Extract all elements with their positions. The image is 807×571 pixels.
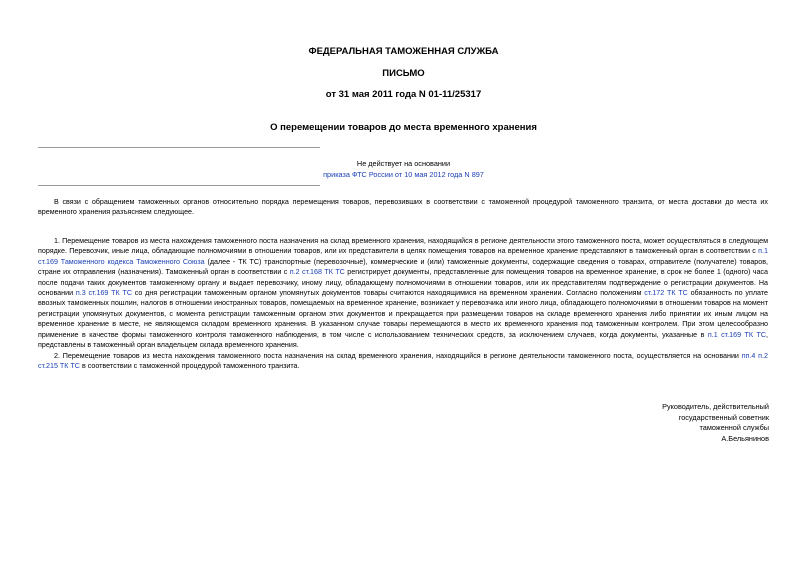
paragraph-1-text: регистрирует документы, представленные для помещения товаров на временное хранение, в срок не более 1 (одного) часа после подачи таких документов таможенному органу и выдает перевозчику, иному лицу, обладающему полномочиями в отношении товаров, или их представителям подтверждение о регистрации документов. На основании [38, 268, 768, 298]
document-type: ПИСЬМО [382, 68, 425, 79]
paragraph-1-link-1[interactable]: п.1 ст.169 Таможенного кодекса Таможенного Союза [38, 247, 768, 266]
notice-rule-top [38, 147, 320, 148]
paragraph-2-link-1[interactable]: пп.4 п.2 ст.215 ТК ТС [38, 352, 769, 371]
signature-title-line-1: Руководитель, действительный [662, 402, 769, 411]
paragraph-1-text: , представлены в таможенный орган владельцем склада временного хранения. [38, 330, 768, 350]
signature-name: А.Бельянинов [721, 433, 769, 443]
document-date-number: от 31 мая 2011 года N 01-11/25317 [325, 89, 482, 100]
paragraph-1-text: со дня регистрации таможенным органом упомянутых документов товары считаются находящимися на временном хранении. Согласно положениям [132, 289, 645, 298]
intro-paragraph: В связи с обращением таможенных органов относительно порядка перемещения товаров, перевозивших в соответствии с таможенной процедурой таможенного транзита, от места доставки до места их временного хранения разъясняем следующее. [38, 198, 768, 217]
paragraph-1-text: 1. Перемещение товаров из места нахождения таможенного поста назначения на склад временного хранения, находящийся в регионе деятельности этого таможенного поста, может осуществляться в следующем порядке. Перевозчик, иные лица, обладающие полномочиями в отношении товаров, или их представители в целях помещения товаров на временное хранение представляют в таможенный орган в соответствии с [38, 237, 768, 256]
basis-order-link[interactable]: приказа ФТС России от 10 мая 2012 года N 897 [323, 170, 484, 179]
document-subject: О перемещении товаров до места временного хранения [270, 122, 537, 133]
paragraph-2 [38, 351, 768, 372]
paragraph-1-link-4[interactable]: ст.172 ТК ТС [644, 289, 688, 298]
signature-title-line-3: таможенной службы [699, 423, 769, 432]
paragraph-1-link-3[interactable]: п.3 ст.169 ТК ТС [75, 289, 132, 298]
notice-basis [0, 169, 807, 180]
paragraph-1-link-5[interactable]: п.1 ст.169 ТК ТС [707, 330, 767, 339]
agency-name: ФЕДЕРАЛЬНАЯ ТАМОЖЕННАЯ СЛУЖБА [308, 46, 499, 57]
signature-block [662, 402, 769, 444]
paragraph-2-text: в соответствии с таможенной процедурой таможенного транзита. [79, 362, 300, 371]
notice-rule-bottom [38, 185, 320, 186]
paragraph-1-link-2[interactable]: п.2 ст.168 ТК ТС [289, 268, 345, 277]
paragraph-1 [38, 236, 768, 350]
paragraph-1-text: (далее - ТК ТС) транспортные (перевозочные), коммерческие и (или) таможенные документы, содержащие сведения о товарах, отправителе (получателе) товаров, стране их отправления (назначения). Таможенный орган в соответствии с [38, 257, 769, 277]
paragraph-2-text: 2. Перемещение товаров из места нахождения таможенного поста назначения на склад временного хранения, находящийся в регионе деятельности таможенного поста, осуществляется на основании [54, 352, 742, 360]
notice-status: Не действует на основании [356, 159, 451, 168]
paragraph-1-text: обязанность по уплате ввозных таможенных пошлин, налогов в отношении иностранных товаров, помещаемых на временное хранение, возникает у перевозчика или иного лица, обладающего полномочиями в отношении товаров на момент регистрации упомянутых документов, с момента регистрации таможенным органом этих документов и прекращается при размещении товаров на складе временного хранения либо принятии их иным лицом на временное хранение в месте, не являющемся складом временного хранения. В указанном случае товары перемещаются в место их временного хранения под таможенным контролем. При этом целесообразно применение в качестве формы таможенного контроля таможенного наблюдения, в том числе с использованием технических средств, за исключением случаев, когда документы, указанные в [38, 289, 768, 339]
signature-title-line-2: государственный советник [678, 412, 769, 422]
